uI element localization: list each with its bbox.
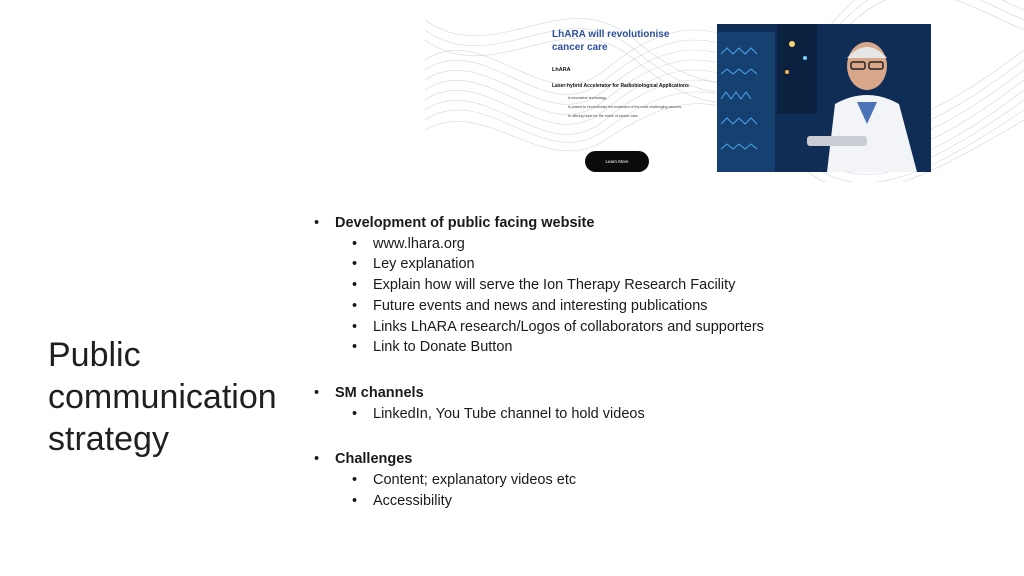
website-lhara-tag: LhARA <box>552 67 571 73</box>
learn-more-button[interactable]: Learn More <box>585 151 649 172</box>
website-screenshot <box>425 0 1024 182</box>
scientist-photo <box>717 24 931 172</box>
bullet-heading: • Challenges <box>314 449 1014 470</box>
section-website <box>314 213 1014 358</box>
bullet-item: • Accessibility <box>314 491 1014 512</box>
website-point: is poised to revolutionise the treatment of the most challenging cancers. <box>568 105 683 109</box>
website-point: is offering hope for the future of cancer care. <box>568 114 639 118</box>
bullet-item: • www.lhara.org <box>314 234 1014 255</box>
website-point: is innovative technology. <box>568 96 607 100</box>
section-challenges <box>314 449 1014 511</box>
bullet-item: • Future events and news and interesting publications <box>314 296 1014 317</box>
section-sm-channels <box>314 383 1014 424</box>
bullet-heading: • SM channels <box>314 383 1014 404</box>
website-lhara-full-name: Laser-hybrid Accelerator for Radiobiological Applications <box>552 83 689 89</box>
bullet-item: • Link to Donate Button <box>314 337 1014 358</box>
bullet-item: • Ley explanation <box>314 254 1014 275</box>
bullet-item: • Content; explanatory videos etc <box>314 470 1014 491</box>
slide-title: Public communication strategy <box>48 336 277 458</box>
website-points-list <box>552 96 712 119</box>
bullet-item: • Explain how will serve the Ion Therapy Research Facility <box>314 275 1014 296</box>
bullet-item: • LinkedIn, You Tube channel to hold videos <box>314 404 1014 425</box>
slide-bullet-list <box>314 213 1014 536</box>
bullet-item: • Links LhARA research/Logos of collaborators and supporters <box>314 317 1014 338</box>
website-hero-text <box>552 28 712 123</box>
scientist-photo-illustration <box>717 24 931 172</box>
website-hero-title: LhARA will revolutionise cancer care <box>552 29 670 53</box>
bullet-heading: • Development of public facing website <box>314 213 1014 234</box>
